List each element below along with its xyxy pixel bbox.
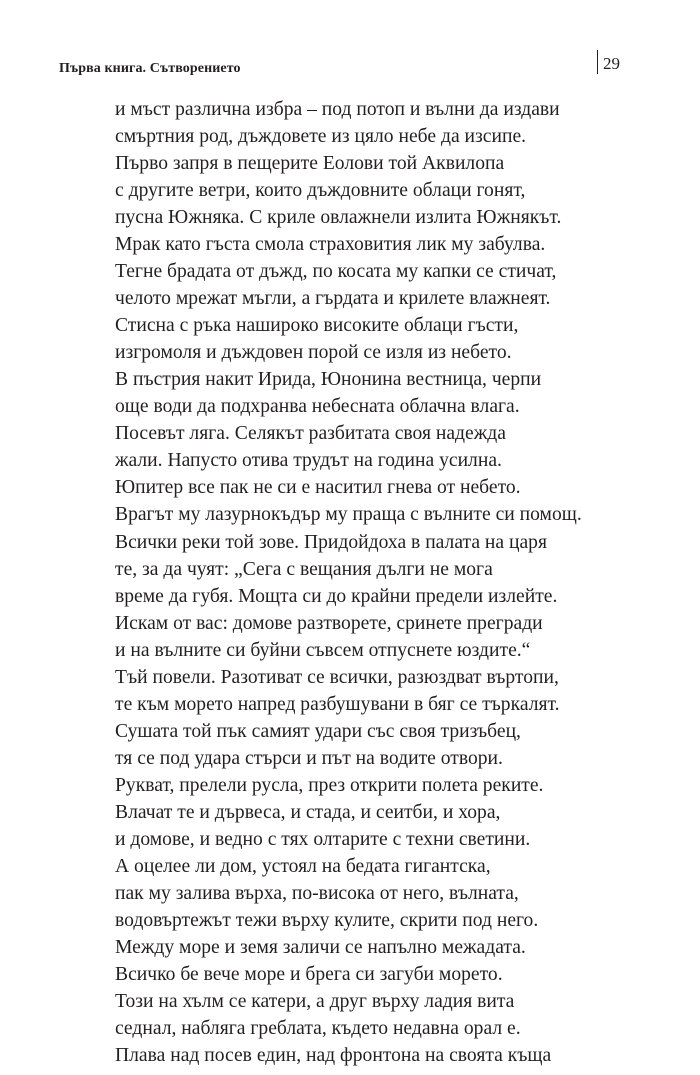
poem-line: Юпитер все пак не си е наситил гнева от небето. bbox=[115, 477, 521, 499]
poem-line: водовъртежът тежи върху кулите, скрити под него. bbox=[115, 909, 539, 931]
poem-line: Всички реки той зове. Придойдоха в палата на царя bbox=[115, 531, 547, 553]
poem-line: Плава над посев един, над фронтона на своята къща bbox=[115, 1045, 552, 1067]
poem-line: и на вълните си буйни съвсем отпуснете юздите.“ bbox=[115, 639, 531, 661]
poem-line: А оцелее ли дом, устоял на бедата гигантска, bbox=[115, 855, 491, 877]
poem-line: и домове, и ведно с тях олтарите с техни светини. bbox=[115, 828, 531, 850]
poem-line: челото мрежат мъгли, а гърдата и крилете влажнеят. bbox=[115, 288, 551, 310]
poem-line: Първо запря в пещерите Еолови той Аквилопа bbox=[115, 153, 505, 175]
poem-line: Мрак като гъста смола страховития лик му забулва. bbox=[115, 234, 546, 256]
poem-line: пусна Южняка. С криле овлажнели излита Южнякът. bbox=[115, 207, 562, 229]
poem-line: Всичко бе вече море и брега си загуби морето. bbox=[115, 964, 503, 985]
poem-line: Тъй повели. Разотиват се всички, разюздват въртопи, bbox=[115, 666, 559, 688]
poem-line: Тегне брадата от дъжд, по косата му капки се стичат, bbox=[115, 261, 557, 283]
poem-line: Посевът ляга. Селякът разбитата своя надежда bbox=[115, 423, 506, 445]
poem-line: Рукват, прелели русла, през открити полета реките. bbox=[115, 774, 544, 796]
poem-line: Врагът му лазурнокъдър му праща с вълните си помощ. bbox=[115, 504, 582, 526]
poem-line: Влачат те и дървеса, и стада, и сеитби, и хора, bbox=[115, 801, 501, 823]
poem-line: Искам от вас: домове разтворете, сринете прегради bbox=[115, 612, 543, 634]
poem-line: тя се под удара стърси и път на водите отвори. bbox=[115, 747, 503, 769]
poem-line: те, за да чуят: „Сега с вещания дълги не мога bbox=[115, 558, 493, 580]
poem-line: Между море и земя заличи се напълно межадата. bbox=[115, 936, 526, 958]
poem-line: седнал, набляга греблата, където недавна орал е. bbox=[115, 1018, 521, 1040]
poem-line: В пъстрия накит Ирида, Юнонина вестница, черпи bbox=[115, 369, 542, 391]
poem-line: с другите ветри, които дъждовните облаци гонят, bbox=[115, 180, 526, 202]
poem-line: те към морето напред разбушувани в бяг се търкалят. bbox=[115, 693, 560, 715]
poem-line: Сушата той пък самият удари със своя тризъбец, bbox=[115, 720, 521, 742]
running-head-title: Първа книга. Сътворението bbox=[59, 61, 241, 76]
page-number: 29 bbox=[603, 54, 620, 73]
poem-line: Този на хълм се катери, а друг върху ладия вита bbox=[115, 991, 515, 1013]
poem-line: време да губя. Мощта си до крайни предели излейте. bbox=[115, 585, 558, 607]
poem-line: смъртния род, дъждовете из цяло небе да изсипе. bbox=[115, 126, 527, 148]
poem-line: пак му залива върха, по-висока от него, вълната, bbox=[115, 882, 519, 904]
poem-text bbox=[115, 96, 582, 1069]
page-number-rule bbox=[597, 50, 598, 74]
poem-line: още води да подхранва небесната облачна влага. bbox=[115, 396, 520, 418]
poem-line: жали. Напусто отива трудът на година усилна. bbox=[115, 450, 502, 472]
poem-line: Стисна с ръка нашироко високите облаци гъсти, bbox=[115, 315, 519, 337]
poem-line: изгромоля и дъждовен порой се изля из небето. bbox=[115, 342, 512, 364]
poem-line: и мъст различна избра – под потоп и вълни да издави bbox=[115, 99, 560, 120]
